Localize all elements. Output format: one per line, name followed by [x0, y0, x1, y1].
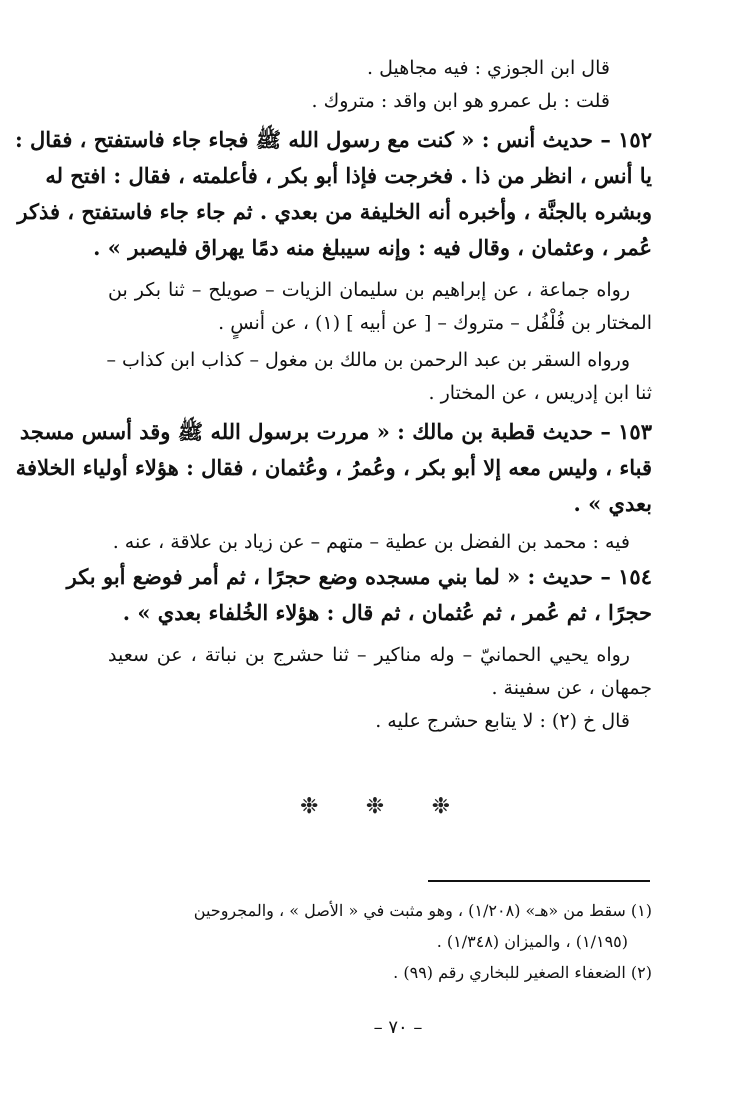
hadith-154-line: حجرًا ، ثم عُمر ، ثم عُثمان ، ثم قال : هؤلاء الخُلفاء بعدي » .	[122, 600, 652, 625]
star-ornament-icon: ❉	[300, 794, 319, 819]
text-line: قال ابن الجوزي : فيه مجاهيل .	[367, 57, 610, 79]
page-number: – ٧٠ –	[373, 1017, 423, 1038]
text-line: قلت : بل عمرو هو ابن واقد : متروك .	[311, 90, 610, 112]
hadith-153-line: بعدي » .	[573, 491, 652, 516]
text-line: فيه : محمد بن الفضل بن عطية – متهم – عن زياد بن علاقة ، عنه .	[112, 531, 630, 553]
footnote-line: (٢) الضعفاء الصغير للبخاري رقم (٩٩) .	[393, 963, 652, 982]
hadith-153-line: ١٥٣ – حديث قطبة بن مالك : « مررت برسول الله ﷺ وقد أسس مسجد	[19, 419, 652, 444]
star-ornament-icon: ❉	[365, 794, 385, 819]
footnotes	[108, 895, 652, 988]
hadith-153-line: قباء ، وليس معه إلا أبو بكر ، وعُمرُ ، وعُثمان ، فقال : هؤلاء أولياء الخلافة	[15, 455, 652, 480]
text-line: المختار بن فُلْفُل – متروك – [ عن أبيه ] (١) ، عن أنسٍ .	[218, 312, 652, 334]
text-line: رواه يحيي الحمانيّ – وله مناكير – ثنا حشرج بن نباتة ، عن سعيد	[108, 644, 630, 666]
text-line: ثنا ابن إدريس ، عن المختار .	[428, 382, 652, 404]
footnote-line: (١) سقط من «هـ» (١/٢٠٨) ، وهو مثبت في « الأصل » ، والمجروحين	[193, 901, 652, 920]
hadith-152-line: ١٥٢ – حديث أنس : « كنت مع رسول الله ﷺ فجاء جاء فاستفتح ، فقال :	[14, 127, 652, 152]
text-line: جمهان ، عن سفينة .	[491, 677, 652, 699]
footnote-divider	[428, 880, 650, 882]
hadith-152-line: يا أنس ، انظر من ذا . فخرجت فإذا أبو بكر ، فأعلمته ، فقال : افتح له	[45, 163, 652, 188]
footnote-line: (١/١٩٥) ، والميزان (١/٣٤٨) .	[436, 932, 628, 951]
main-text	[14, 52, 652, 738]
section-separator	[300, 794, 450, 819]
text-line: قال خ (٢) : لا يتابع حشرج عليه .	[375, 710, 630, 732]
star-ornament-icon: ❉	[431, 794, 450, 819]
text-line: ورواه السقر بن عبد الرحمن بن مالك بن مغول – كذاب ابن كذاب –	[106, 349, 630, 371]
text-line: رواه جماعة ، عن إبراهيم بن سليمان الزيات – صويلح – ثنا بكر بن	[108, 279, 630, 301]
hadith-152-line: وبشره بالجنَّة ، وأخبره أنه الخليفة من بعدي . ثم جاء جاء فاستفتح ، فذكر	[17, 199, 652, 224]
hadith-154-line: ١٥٤ – حديث : « لما بني مسجده وضع حجرًا ، ثم أمر فوضع أبو بكر	[66, 564, 652, 589]
hadith-152-line: عُمر ، وعثمان ، وقال فيه : وإنه سيبلغ منه دمًا يهراق فليصبر » .	[93, 235, 652, 260]
